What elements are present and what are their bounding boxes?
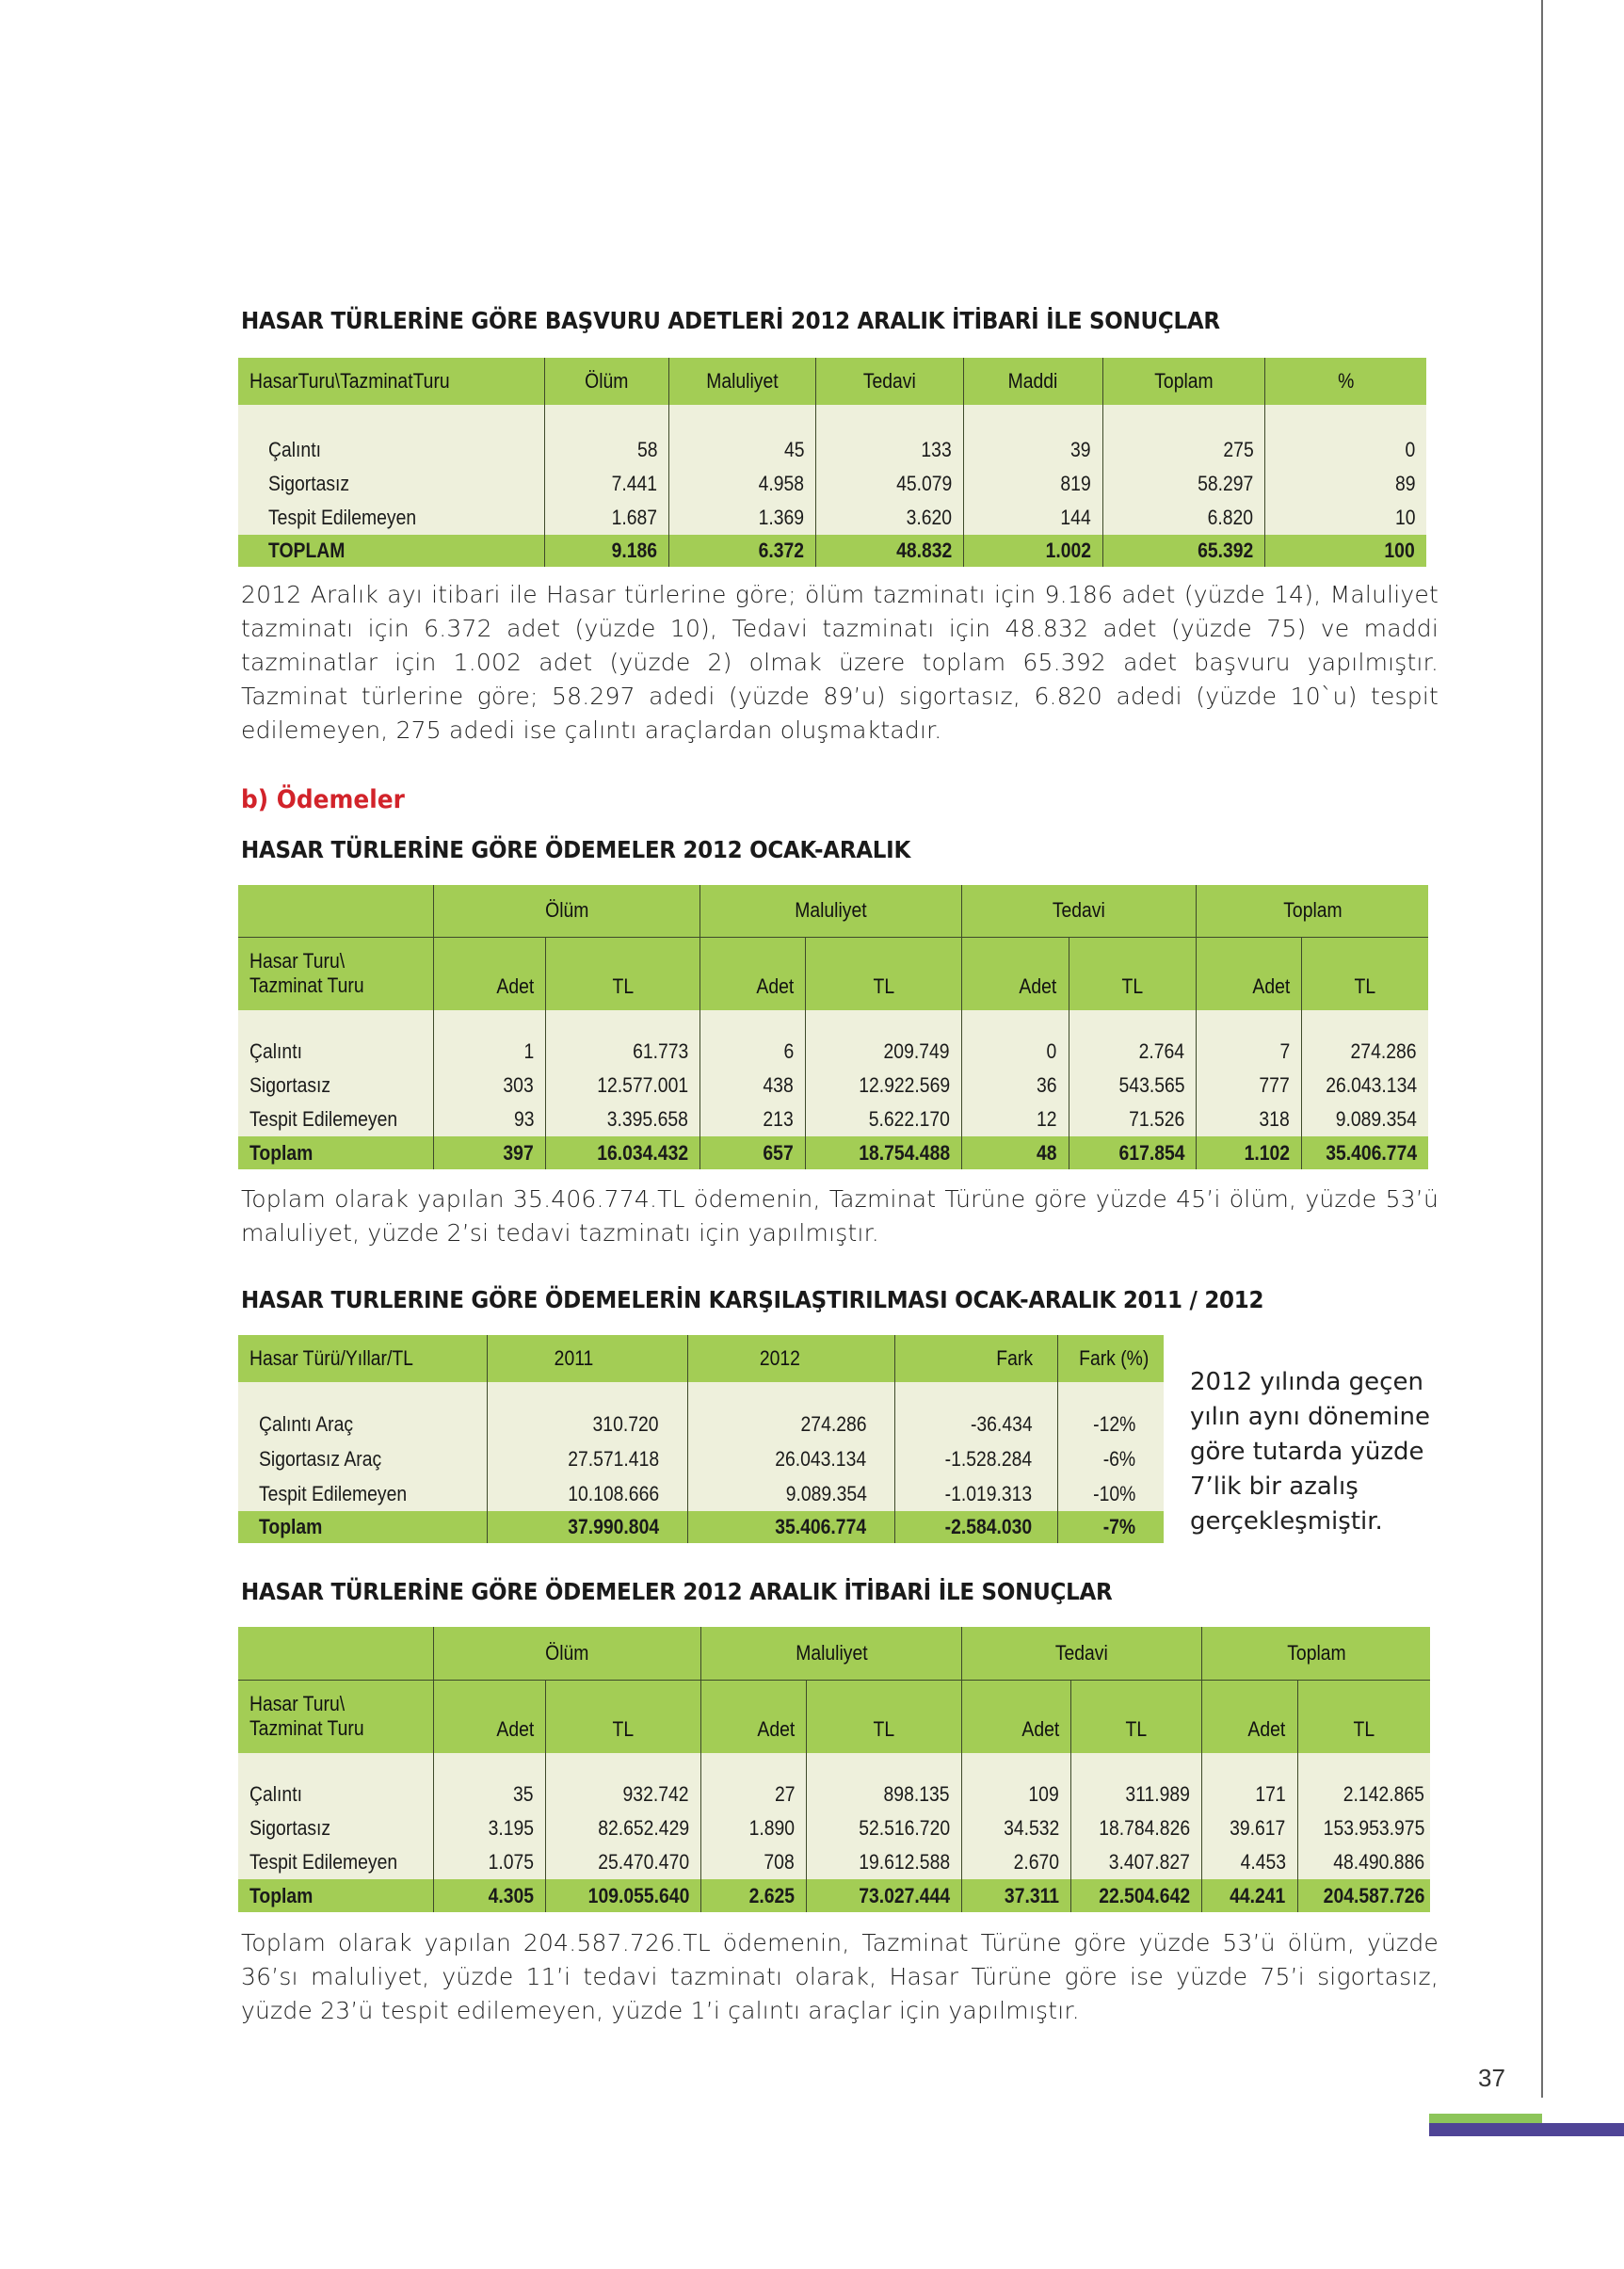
paragraph-payments-summary: Toplam olarak yapılan 35.406.774.TL ödemenin, Tazminat Türüne göre yüzde 45’i ölüm, yüzde 53’ü maluliyet, yüzde 2’si tedavi tazminatı için yapılmıştır. [241, 1185, 1439, 1247]
table-total-row: Toplam 4.305 109.055.640 2.625 73.027.444 37.311 22.504.642 44.241 204.587.726 [238, 1879, 1430, 1912]
table-row: Çalıntı 1 61.773 6 209.749 0 2.764 7 274.286 [238, 1035, 1428, 1069]
table-row: Çalıntı 35 932.742 27 898.135 109 311.989 171 2.142.865 [238, 1778, 1430, 1811]
table-row: Çalıntı 58 45 133 39 275 0 [238, 433, 1426, 467]
table-row: Sigortasız 7.441 4.958 45.079 819 58.297 89 [238, 467, 1426, 501]
page-margin-line [1541, 0, 1543, 2098]
payments-2012-jan-dec-table [238, 885, 1428, 1169]
table-row: Sigortasız 3.195 82.652.429 1.890 52.516.720 34.532 18.784.826 39.617 153.953.975 [238, 1811, 1430, 1845]
table-row: Tespit Edilemeyen 93 3.395.658 213 5.622.170 12 71.526 318 9.089.354 [238, 1102, 1428, 1136]
table-total-row: Toplam 37.990.804 35.406.774 -2.584.030 -7% [238, 1511, 1164, 1543]
payments-2012-december-results-table [238, 1627, 1430, 1912]
col-header: Maddi [1008, 369, 1058, 393]
payments-comparison-2011-2012-table [238, 1335, 1164, 1543]
applications-by-damage-type-table [238, 358, 1426, 567]
table2-title: HASAR TÜRLERİNE GÖRE ÖDEMELER 2012 OCAK-ARALIK [241, 836, 910, 863]
col-header: Toplam [1154, 369, 1214, 393]
table-sub-header-row: Hasar Turu\ Tazminat Turu Adet TL Adet TL Adet TL Adet TL [238, 937, 1428, 1010]
group-header: Tedavi [1053, 898, 1105, 923]
table-row: Tespit Edilemeyen 1.075 25.470.470 708 19.612.588 2.670 3.407.827 4.453 48.490.886 [238, 1845, 1430, 1879]
footer-purple-bar [1429, 2123, 1624, 2136]
table-row: Sigortasız Araç 27.571.418 26.043.134 -1.528.284 -6% [238, 1441, 1164, 1476]
table-total-row: TOPLAM 9.186 6.372 48.832 1.002 65.392 100 [238, 535, 1426, 567]
paragraph-final-payments-summary: Toplam olarak yapılan 204.587.726.TL ödemenin, Tazminat Türüne göre yüzde 53’ü ölüm, yüzde 36’sı maluliyet, yüzde 11’i tedavi tazminatı olarak, Hasar Türüne göre ise yüzde 75’i sigortasız, yüzde 23’ü tespit edilemeyen, yüzde 1’i çalıntı araçlar için yapılmıştır. [241, 1929, 1439, 2024]
table-sub-header-row: Hasar Turu\ Tazminat Turu Adet TL Adet TL Adet TL Adet TL [238, 1680, 1430, 1753]
table-header-row [238, 358, 1426, 405]
col-header: 2012 [760, 1346, 801, 1370]
group-header: Maluliyet [795, 1640, 868, 1665]
page-number: 37 [1478, 2064, 1505, 2092]
footer-green-bar [1429, 2114, 1542, 2123]
table3-title: HASAR TURLERINE GÖRE ÖDEMELERİN KARŞILAŞTIRILMASI OCAK-ARALIK 2011 / 2012 [241, 1286, 1264, 1313]
group-header: Tedavi [1055, 1640, 1109, 1665]
table-header-row [238, 1335, 1164, 1382]
col-header: Maluliyet [706, 369, 779, 393]
table-group-header-row [238, 885, 1428, 937]
table-total-row: Toplam 397 16.034.432 657 18.754.488 48 617.854 1.102 35.406.774 [238, 1136, 1428, 1169]
col-header: Hasar Türü/Yıllar/TL [249, 1346, 413, 1370]
section-subheading: b) Ödemeler [241, 785, 405, 814]
col-header: HasarTuru\TazminatTuru [249, 369, 450, 393]
col-header: Ölüm [585, 369, 629, 393]
group-header: Toplam [1282, 898, 1343, 923]
table-row: Çalıntı Araç 310.720 274.286 -36.434 -12% [238, 1407, 1164, 1441]
table1-title: HASAR TÜRLERİNE GÖRE BAŞVURU ADETLERİ 2012 ARALIK İTİBARİ İLE SONUÇLAR [241, 307, 1220, 334]
col-header: Tedavi [863, 369, 917, 393]
group-header: Ölüm [544, 898, 589, 923]
col-header: % [1338, 369, 1355, 393]
table4-title: HASAR TÜRLERİNE GÖRE ÖDEMELER 2012 ARALIK İTİBARİ İLE SONUÇLAR [241, 1578, 1113, 1605]
col-header: Fark [995, 1346, 1033, 1370]
group-header: Maluliyet [795, 898, 867, 923]
col-header: Fark (%) [1078, 1346, 1149, 1370]
comparison-side-note: 2012 yılında geçen yılın aynı dönemine göre tutarda yüzde 7’lik bir azalış gerçekleşmiştir. [1190, 1368, 1430, 1536]
table-row: Tespit Edilemeyen 1.687 1.369 3.620 144 6.820 10 [238, 501, 1426, 535]
group-header: Ölüm [545, 1640, 589, 1665]
col-header: 2011 [554, 1346, 593, 1370]
table-row: Tespit Edilemeyen 10.108.666 9.089.354 -1.019.313 -10% [238, 1476, 1164, 1511]
group-header: Toplam [1286, 1640, 1346, 1665]
paragraph-applications-summary: 2012 Aralık ayı itibari ile Hasar türlerine göre; ölüm tazminatı için 9.186 adet (yüzde 14), Maluliyet tazminatı için 6.372 adet (yüzde 10), Tedavi tazminatı için 48.832 adet (yüzde 75) ve maddi tazminatlar için 1.002 adet (yüzde 2) olmak üzere toplam 65.392 adet başvuru yapılmıştır. Tazminat türlerine göre; 58.297 adedi (yüzde 89’u) sigortasız, 6.820 adedi (yüzde 10`u) tespit edilemeyen, 275 adedi ise çalıntı araçlardan oluşmaktadır. [241, 581, 1439, 744]
table-row: Sigortasız 303 12.577.001 438 12.922.569 36 543.565 777 26.043.134 [238, 1069, 1428, 1102]
table-group-header-row [238, 1627, 1430, 1680]
